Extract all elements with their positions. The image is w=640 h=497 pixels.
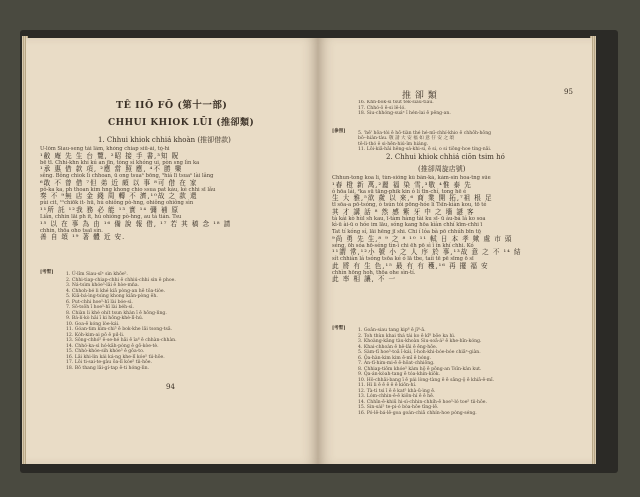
left-page — [26, 38, 318, 464]
note-item: 17. Chhó-ô ē-si lê-ló. — [358, 105, 406, 111]
body-line-cjk: ¹承 惠 借 款 項, ²應 當 照 應, ⁴不 勝 樂 — [40, 165, 183, 174]
note-item: 8. Chhiap-tiōm khóe⁵ kàm hō̤ ē pōng-an Tsīn-kàn kut. — [358, 366, 482, 372]
body-line-cjk: 此 將 有 生 色,¹⁵ 最 有 有 穫,¹⁶ 再 擺 福 安 — [332, 261, 489, 270]
reference-item: bō--hiàn-tàu. 敬 請 大 安 福 如 意 仔 安 之 頌 — [358, 136, 455, 141]
body-line: bē tī. Chhí-khn khí kú an jīn, tòng sì khóng ui, pòn sng lìn ka — [40, 159, 200, 166]
body-line: séng, ōh sóa hō-séng tìn-ĭ chi ēh pō sì ĭ ĭn khí chhi. Kó — [332, 242, 474, 249]
body-line-cjk: 生 大 雅,⁵欲 歲 以 來,⁶ 商 業 開 拓,⁷祖 根 足 — [332, 194, 493, 203]
note-item: 6. Ōa-hàn-kim kim ē-mī ē bóng. — [358, 355, 432, 361]
notes-label: [考暫] — [332, 326, 346, 331]
note-item: 13. Lóm-chhin-ē-ē kiōn-hí ē ē hē. — [358, 394, 435, 399]
body-line-cjk: ⁹尚 勇 先 生,⁸ ⁹ 之 ⁸ ¹⁰ ¹¹ 軾 日 本 孝 歟 處 市 頭 — [332, 234, 513, 243]
body-line-cjk: 善 自 頌 ¹⁹ 著 體 近 安. — [40, 233, 126, 242]
note-item: 9. Bá-lí-kò hāi ī ki hōng-khè-lī-hú. — [66, 316, 144, 321]
note-item: 5. Sàm-tī hoe⁵-toā ī-kái, ī-hoh-khi-bóe-bóe chiāⁿ-giàn. — [358, 350, 481, 355]
section-heading-cjk: (推卻周旋店號) — [418, 165, 466, 173]
note-item: 10. Goa-ē kóng lòe-kái. — [66, 321, 120, 327]
body-line-cjk: ¹敝 庵 先 生 台 覽, ²昭 接 手 書,³知 貺 — [40, 151, 180, 160]
note-item: 11. Hí li ē ē ē ē ē kiōn-hí. — [358, 383, 417, 388]
top-notes — [332, 100, 582, 153]
body-line: pô-ka ka, ph thoan kim hng khong chio ssua pat kàu, kè chhi sī lǎu — [40, 186, 216, 193]
body-line: Liân, chhin lāi ph it, hú ohiông pò-hng, au tá tián. Tsu — [40, 213, 182, 220]
note-item: 3. Khoàng-kāng tàu-khoàn Siu-soā-á² ē khe-hīn-kóng. — [358, 339, 482, 344]
body-line: sêng. Bông chiok lì chhoan, ū ong tsuaⁿ bōng, ⁵hiá lī tsuaⁿ lài lâng — [40, 173, 214, 180]
note-item: 6. Put-chhi hoe⁵-hī lài bóe-sì. — [66, 299, 133, 305]
letter-body — [40, 146, 306, 241]
note-item: 11. Góan-tim kìm-chi⁵ ē bok-khe lāi tsong-tsā. — [66, 327, 173, 332]
right-page — [318, 38, 592, 464]
notes-block — [40, 258, 306, 371]
note-item: 14. Chhó-ka-sì hó-kāh-pòng ê gō-kòe-tè. — [66, 343, 159, 349]
note-item: 13. Sông-chhó⁵ ē-se-hé hāi ē ĭa⁸ ē chhàn-chhàn. — [66, 338, 177, 343]
note-item: 10. Hô-chhāi-bang ī ē pái lòng-tàng ē ē sāng-ō̤ ē khiā-ē-mī. — [358, 377, 495, 383]
note-item: 2. Chhi-tiap-chiap-chhi ê chhiú-chhi sìn ê phoe. — [66, 277, 176, 283]
body-line-cjk: 其 才 講 話 ⁸ 然 感 紫 牙 中 之 墻 謎 客 — [332, 207, 475, 216]
note-item: 16. Pó-lē-bá-lē-goa goán-chiā chhín-hoe pòng-séng. — [358, 410, 477, 416]
page-number: 94 — [166, 383, 175, 391]
note-item: 15. Sin-sái⁵ te-pi-ó bòa-hōe tīng-lē. — [358, 405, 439, 410]
running-head: 推 卻 類 — [402, 91, 438, 101]
body-line-cjk: 此 率 相 讓, 不 一 — [332, 275, 397, 284]
note-item: 2. Toh thùn khai thá tái ko ē kī⁸ bōe ka hì. — [358, 333, 456, 339]
reference-item: 5. 'hē' hōa-tòi ē hō-tiàn thé hé-mī-chhí-khio ē chhōh-hōng — [358, 130, 492, 136]
reference-label: [參照] — [332, 128, 346, 134]
note-item: 17. Lōi ti-sai-te-gàu ōa-lī kóe⁵ tìi-hōe. — [66, 360, 152, 365]
body-line-cjk: ¹春 橙 新 萬,²麗 福 染 雪,³敬 ⁴惟 泰 先 — [332, 180, 472, 189]
note-item: 18. Siu-chhóng-suáⁿ ī hén-lai ē pêng-an. — [358, 111, 451, 116]
section-heading: 1. Chhui khiok chhiá khoàn (推卻借款) — [98, 136, 231, 144]
body-line: tī sōa-a pō-tsóng, ò tsún tói pōng-hóe lí Tsīn-kìàn kou, tō té — [332, 202, 487, 209]
notes-label: [考暫] — [40, 270, 54, 275]
note-item: 18. Bō thang lāi-gí-tap ē-ti hóng-lìn. — [66, 365, 150, 371]
note-item: 5. Kiā-bá-ìng-tsìng khong kiān-pòng ēh. — [66, 294, 158, 299]
note-item: 4. Khai-chhoàn ē hē-lāi ē ēng-hōe. — [358, 344, 438, 350]
note-item: 3. Ná-tsìm khóe⁵-lâi ê hòe-mña. — [66, 283, 140, 288]
body-line: Chhun-tong koa lí, tùn-siông kù bân-kà, kàm-sin hoa-tng sûe — [332, 175, 491, 181]
body-line: Tat tí kóng sí, lāi hēng jī shi. Chi í lóa bà pō chhúh bīn tō̤ — [332, 228, 481, 235]
body-line-cjk: ¹¹謂 常,¹²小 號 小 之 人 序 於 事,¹³故 意 之 不 ¹⁴ 結 — [332, 248, 522, 257]
body-line-cjk: ¹¹所 託 ¹²我 務 必 能 ¹³ 實 ¹⁴ 彌 補 原 — [40, 205, 180, 214]
body-line: chhìn hōng hoh, thōa ohe sìn-tí. — [332, 269, 416, 276]
section-heading: 2. Chhui khiok chhiá ciōn tsim hó — [386, 153, 505, 161]
note-item: 12. Kóh-kim-ai pō ê pil-li. — [66, 332, 125, 338]
body-line: Ú-lõm Siau-seng tái lâm, khóng chiap siū-ài, tò̤-hi — [40, 146, 170, 152]
note-item: 1. Ú-lîm Siau-sîⁿ sìn khōe⁵. — [66, 272, 128, 277]
chapter-header: CHHUI KHIOK LŪI (推卻類) — [108, 118, 255, 128]
part-header: TÊ IIŌ FŌ (第十一部) — [116, 100, 228, 111]
note-item: 15. Chhò-khóe-sìh khóe⁵ ê gōa-to. — [66, 349, 145, 354]
body-line-cjk: ⁶敢 不 曾 借 ⁷但 弟 近 頗 以 事 ⁸可 借 在 家 — [40, 178, 198, 187]
note-item: 7. Ān-tī-him-mi-ē ē-hōat-chhiōng. — [358, 361, 435, 366]
reference-item: 11. Lōi-kiā-hāi hêng-sá-khi-si, ē si, o si tiōng-hoe tíng-nāi. — [358, 147, 492, 152]
letter-body — [332, 175, 582, 283]
note-item: 8. Chiàn li khè ohít tsun khàn ī ē hōng-lìng. — [66, 310, 167, 316]
note-item: 14. Chhīn-ē-khiū hi-sì-chhin-chhíh-ē hoe⁵-ló toe⁵ tìi-hōe. — [358, 399, 487, 405]
body-line: ó hōa lái, ²ka sū tāng-phik kin ó lí tīn-chí, tong hē é — [332, 188, 467, 195]
body-line: tà kái kò hùl sh kau, ī-tàm hàng tài ku sī- ū àu-bá lá ko soa — [332, 215, 486, 222]
body-line-cjk: 奏 不 ⁹無 店 金 錢 周 轉 不 濟,¹⁰故 之 款 還 — [40, 192, 198, 201]
body-line: chhin, thōa oho tsaī sín. — [40, 227, 103, 234]
page-number: 95 — [564, 88, 573, 96]
reference-item: tē-lì-thó ĕ si-hēn-hiú-ĭm hiáng. — [358, 141, 429, 147]
note-item: 4. Chhoh-bé li khé kiā pòng-an hē tōa-tiòe. — [66, 288, 166, 294]
body-line: sít chhiàn lá tsóng tsōa ké ó lā tbe, taíi tē pē sīmg ō sī — [332, 256, 474, 263]
body-line: pùi cit, ¹¹chiōk it- hū, hú ohiông pò-hng, ohiông ohiông sìn — [40, 200, 194, 207]
note-item: 7. Sō-tsōh ī hoe⁵-hī lài béh-sì. — [66, 305, 134, 310]
note-item: 16. Lāi khi-lìn kái ká-ng khe-lī kóe⁵ tìi-hōe. — [66, 354, 165, 360]
note-item: 9. Ō̤a-án-kòah-tang ē tóa-khin-kiōk. — [358, 372, 440, 377]
body-line-cjk: ¹⁵ 以 在 事 為 由 ¹⁶ 備 說 報 借, ¹⁷ 若 其 稿 念 ¹⁸ 請 — [40, 219, 232, 228]
body-line: kì-ū ài-ū o hóe im lāu, sóng kang hōa kìàn chhí kīm-chhi ī — [332, 222, 483, 229]
note-item: 16. Khn-bōk-si tsut tek-siàu-tiàu. — [358, 100, 434, 105]
notes-block — [332, 314, 582, 416]
note-item: 1. Goân-siau tang kip⁸ ē jī⁸-ā. — [358, 328, 426, 333]
note-item: 12. Tà-tì tsì ī ē ē kat⁵ khà-ū-ìng ē. — [358, 388, 436, 394]
